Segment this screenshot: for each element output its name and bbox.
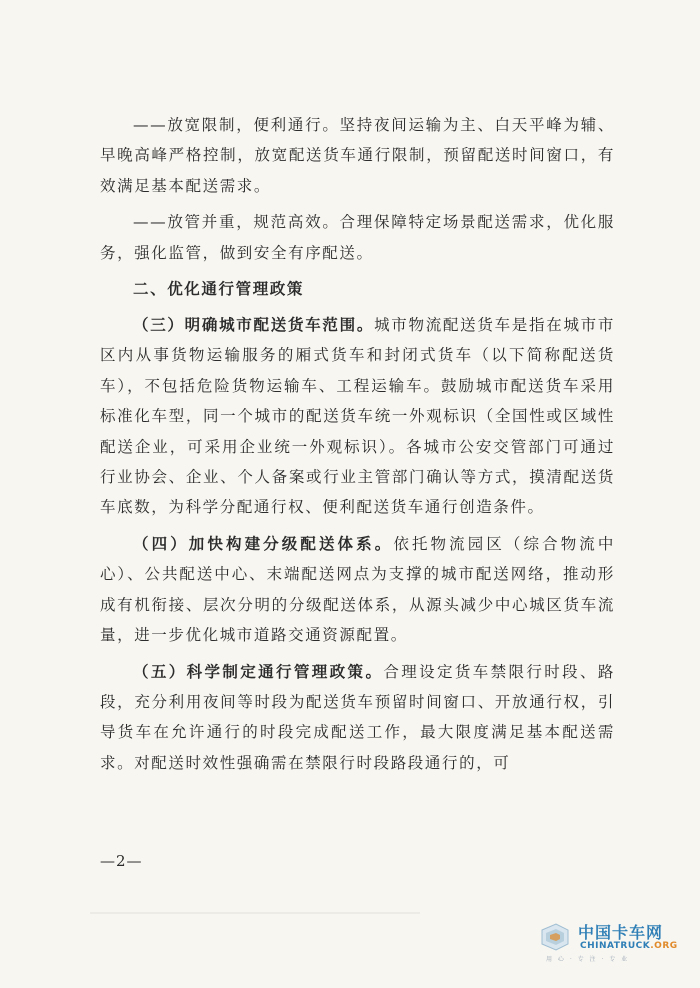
watermark-subtitle-suffix: .ORG <box>650 941 678 951</box>
item-5-body: 合理设定货车禁限行时段、路段，充分利用夜间等时段为配送货车预留时间窗口、开放通行权，引导货车在允许通行的时段完成配送工作，最大限度满足基本配送需求。对配送时效性强确需在禁限行时段路段通行的，可 <box>100 662 615 772</box>
page-number: —2— <box>100 852 143 870</box>
item-4-lead: （四）加快构建分级配送体系。 <box>133 534 394 553</box>
watermark-logo <box>538 918 678 968</box>
item-4-paragraph <box>100 529 615 651</box>
watermark-subtitle <box>580 941 678 951</box>
item-5-lead: （五）科学制定通行管理政策。 <box>133 662 384 681</box>
paragraph-relax-restrictions: ——放宽限制，便利通行。坚持夜间运输为主、白天平峰为辅、早晚高峰严格控制，放宽配送货车通行限制，预留配送时间窗口，有效满足基本配送需求。 <box>100 116 615 195</box>
item-3-paragraph <box>100 310 615 523</box>
watermark-title: 中国卡车网 <box>578 923 664 942</box>
paragraph-balanced-management: ——放管并重，规范高效。合理保障特定场景配送需求，优化服务，强化监管，做到安全有序配送。 <box>100 213 615 262</box>
watermark-subtitle-main: CHINATRUCK <box>580 941 651 951</box>
document-body <box>100 110 615 778</box>
scan-artifact-line <box>90 912 420 914</box>
item-5-paragraph <box>100 657 615 779</box>
section-heading: 二、优化通行管理政策 <box>133 279 305 299</box>
watermark-tagline: 用 心 · 专 注 · 专 业 <box>546 956 630 963</box>
truck-logo-icon <box>538 922 572 952</box>
item-4-body: 依托物流园区（综合物流中心）、公共配送中心、末端配送网点为支撑的城市配送网络，推动形成有机衔接、层次分明的分级配送体系，从源头减少中心城区货车流量，进一步优化城市道路交通资源配置。 <box>100 534 615 645</box>
item-3-lead: （三）明确城市配送货车范围。 <box>133 316 375 335</box>
item-3-body: 城市物流配送货车是指在城市市区内从事货物运输服务的厢式货车和封闭式货车（以下简称配送货车），不包括危险货物运输车、工程运输车。鼓励城市配送货车采用标准化车型，同一个城市的配送货车统一外观标识（全国性或区域性配送企业，可采用企业统一外观标识）。各城市公安交管部门可通过行业协会、企业、个人备案或行业主管部门确认等方式，摸清配送货车底数，为科学分配通行权、便利配送货车通行创造条件。 <box>100 316 615 517</box>
